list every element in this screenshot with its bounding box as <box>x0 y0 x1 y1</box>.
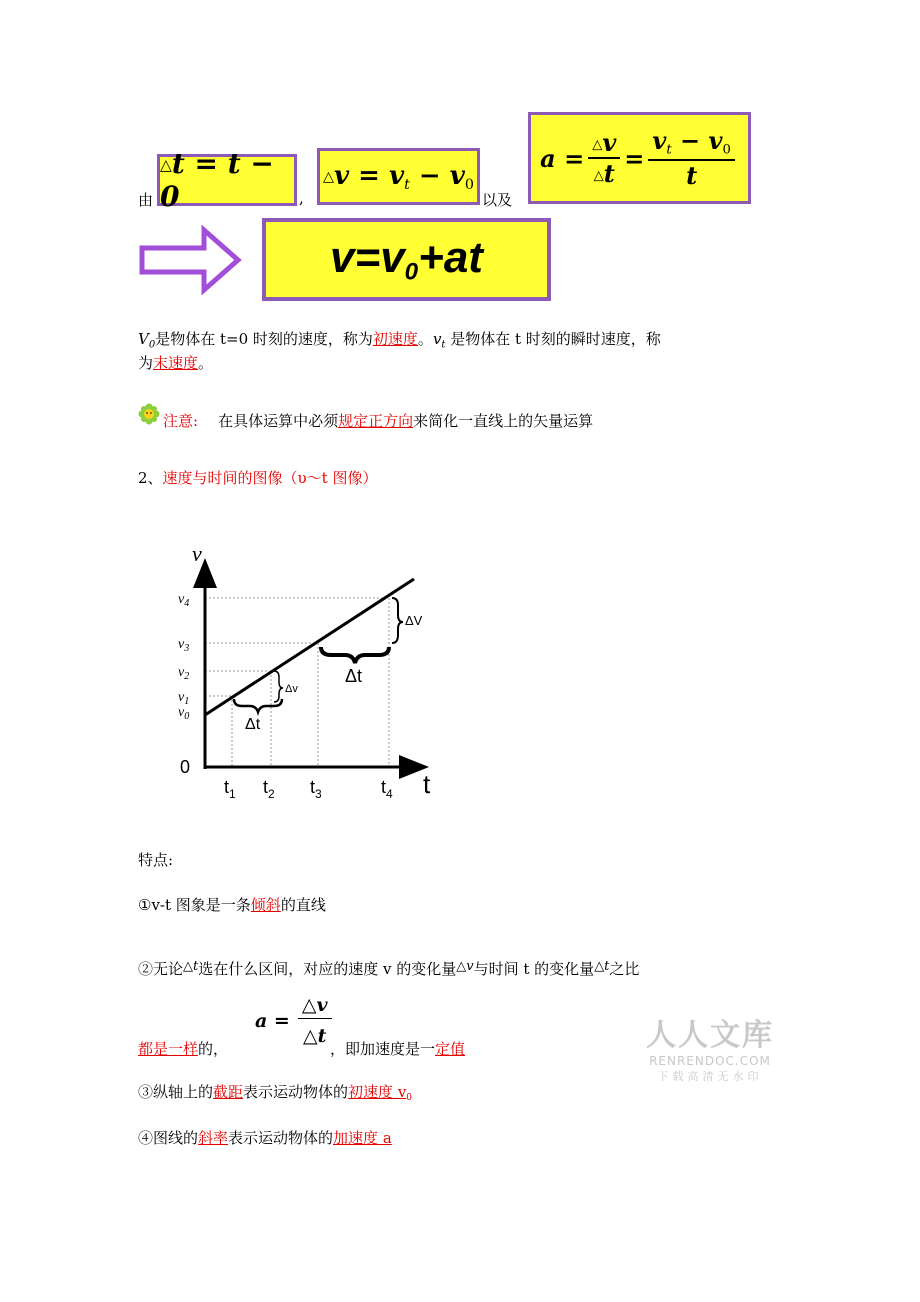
note-line: 注意: 在具体运算中必须规定正方向来简化一直线上的矢量运算 <box>163 412 594 430</box>
x-axis-label: t <box>423 769 431 799</box>
brace-delta-t-1 <box>234 699 282 712</box>
feature-2-continued: 都是一样的， <box>138 1040 229 1058</box>
brace-delta-v-2 <box>392 598 403 643</box>
feature-4: ④图线的斜率表示运动物体的加速度 a <box>138 1129 392 1147</box>
brace-delta-t-2 <box>321 647 389 663</box>
text-yiji: 以及 <box>482 191 513 209</box>
term-initial-velocity: 初速度 <box>372 330 418 348</box>
y-tick-label: $v_2$ <box>178 665 190 682</box>
formula-result: v=v0+at <box>262 218 551 301</box>
features-heading: 特点: <box>138 851 174 869</box>
term-final-velocity: 末速度 <box>153 354 199 372</box>
x-tick-label: $t_1$ <box>224 777 236 801</box>
formula-delta-v: △v = $v_t - v_0$ <box>317 148 480 205</box>
x-tick-label: $t_2$ <box>263 777 275 801</box>
text-comma: , <box>299 189 304 207</box>
y-tick-label: $v_0$ <box>178 705 190 722</box>
feature-3: ③纵轴上的截距表示运动物体的初速度 $v_0$ <box>138 1083 413 1103</box>
velocity-line <box>205 579 414 715</box>
x-tick-label: $t_4$ <box>381 777 393 801</box>
vt-chart <box>170 535 445 810</box>
watermark-sub: 下载高清无水印 <box>657 1070 763 1083</box>
x-tick-label: $t_3$ <box>310 777 322 801</box>
watermark <box>640 1010 780 1084</box>
right-arrow-icon <box>138 224 244 296</box>
paragraph-initial-velocity: $V_0$是物体在 t=0 时刻的速度，称为初速度。$v_t$ 是物体在 t 时刻的瞬时速度，称 <box>138 330 661 351</box>
annotation-delta-v-1: Δv <box>285 683 298 695</box>
note-label: 注意: <box>163 412 199 430</box>
text-you: 由 <box>138 191 154 209</box>
watermark-title: 人人文库 <box>646 1018 774 1053</box>
feature-2-formula: a = $\frac{\triangle v}{\triangle t}$ <box>255 996 336 1047</box>
origin-label: 0 <box>180 757 191 777</box>
term-positive-direction: 规定正方向 <box>338 412 414 430</box>
feature-2-tail: ，即加速度是一定值 <box>330 1040 466 1058</box>
paragraph-final-velocity: 为末速度。 <box>138 354 214 372</box>
annotation-delta-t-1: Δt <box>245 716 261 733</box>
y-axis-label: v <box>192 541 202 566</box>
watermark-url: RENRENDOC.COM <box>649 1054 771 1068</box>
y-tick-label: $v_4$ <box>178 592 190 609</box>
brace-delta-v-1 <box>274 671 283 702</box>
y-tick-label: $v_3$ <box>178 637 190 654</box>
formula-acceleration: a = $\frac{\triangle v}{\triangle t}$ = $\frac{v_t - v_0}{t}$ <box>528 112 751 204</box>
y-tick-label: $v_1$ <box>178 690 190 707</box>
annotation-delta-t-2: Δt <box>345 666 363 686</box>
feature-2: ②无论△t选在什么区间，对应的速度 v 的变化量△v与时间 t 的变化量△t之比 <box>138 959 640 978</box>
section-2-heading: 2、速度与时间的图像（υ～t 图像） <box>138 469 378 487</box>
flower-icon <box>138 403 160 425</box>
annotation-delta-v-2: ΔV <box>405 613 423 628</box>
formula-delta-t: △t = t − 0 <box>157 154 297 206</box>
feature-1: ①v-t 图象是一条倾斜的直线 <box>138 896 326 914</box>
